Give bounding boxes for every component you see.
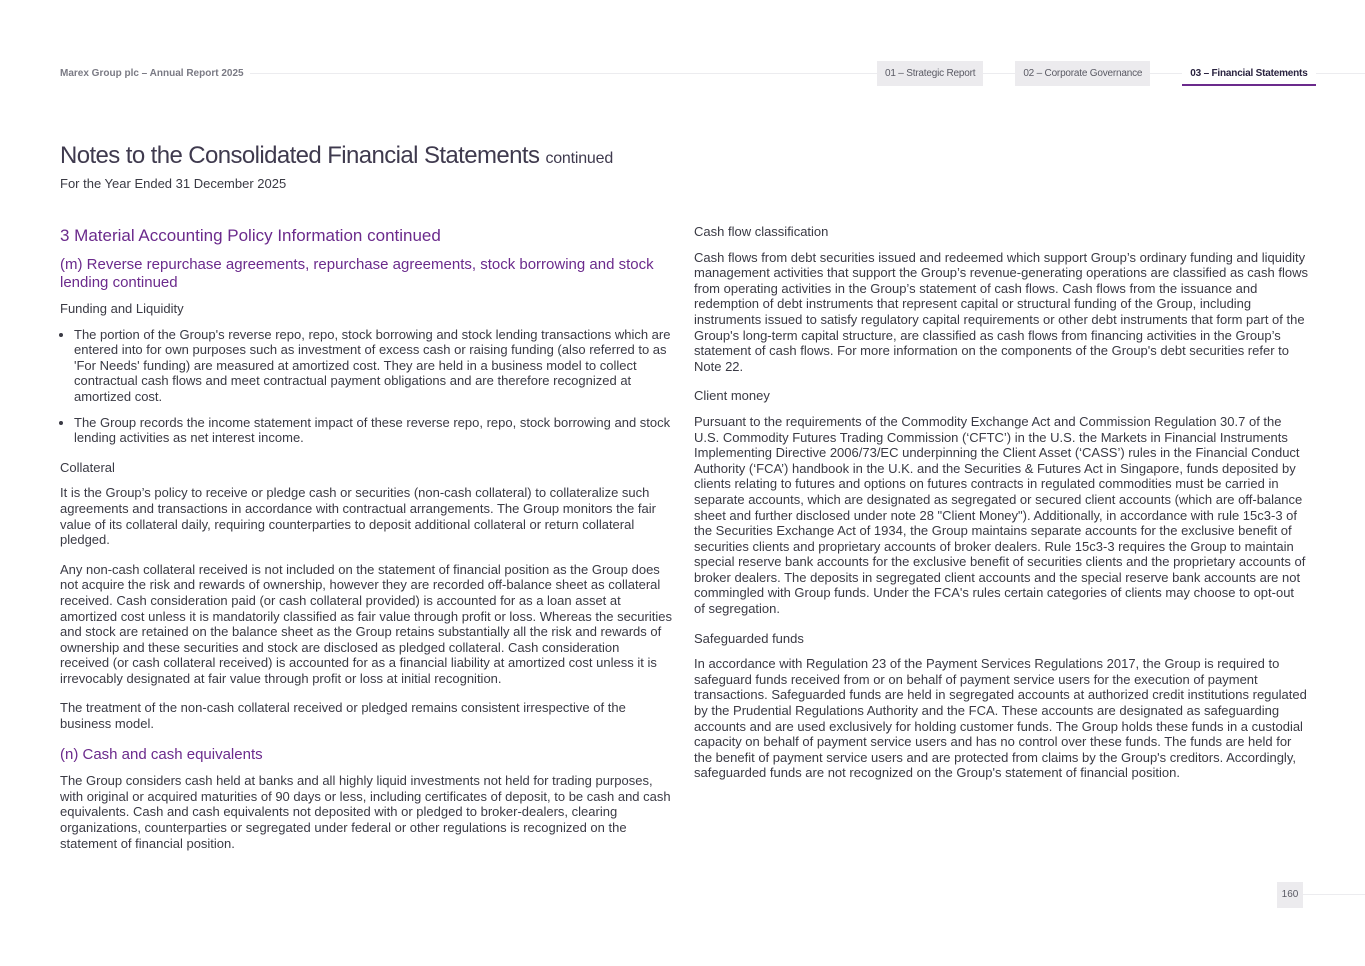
safeguarded-funds-heading: Safeguarded funds [694, 630, 804, 646]
left-column [60, 224, 672, 865]
collateral-paragraph-3: The treatment of the non-cash collateral received or pledged remains consistent irrespective of the business model. [60, 700, 626, 732]
tab-corporate-governance[interactable]: 02 – Corporate Governance [1015, 61, 1150, 86]
footer-rule [1303, 894, 1365, 895]
page-title [60, 142, 613, 170]
tab-strategic-report[interactable]: 01 – Strategic Report [877, 61, 983, 86]
subsection-m-continued: continued [112, 273, 178, 291]
page-title-text: Notes to the Consolidated Financial Statements [60, 142, 540, 169]
section-tabs [877, 61, 1316, 86]
cash-equivalents-paragraph: The Group considers cash held at banks and all highly liquid investments not held for trading purposes, with original or acquired maturities of 90 days or less, including certificates of deposit, to be cash and cash equivalents. Cash and cash equivalents not deposited with or pledged to broker-dealers, clearing organizations, counterparties or segregated under federal or other regulations is recognized on the statement of financial position. [60, 773, 671, 851]
client-money-heading: Client money [694, 388, 770, 404]
cash-flow-paragraph: Cash flows from debt securities issued and redeemed which support Group’s ordinary funding and liquidity management activities that support the Group’s revenue-generating operations are classified as cash flows from operating activities in the Group’s statement of cash flows. Cash flows from the issuance and redemption of debt instruments that represent capital or structural funding of the Group, including instruments issued to satisfy regulatory capital requirements or other debt instruments that form part of the Group's long-term capital structure, are classified as cash flows from financing activities in the Group’s statement of cash flows. For more information on the components of the Group's debt securities refer to Note 22. [694, 249, 1308, 374]
list-item: • The Group records the income statement impact of these reverse repo, repo, stock borrowing and stock lending activities as net interest income. [74, 415, 672, 446]
collateral-paragraph-2: Any non-cash collateral received is not included on the statement of financial position as the Group does not acquire the risk and rewards of ownership, however they are recorded off-balance sheet as collateral received. Cash consideration paid (or cash collateral provided) is accounted for as a loan asset at amortized cost unless it is mandatorily classified as fair value through profit or loss. Whereas the securities and stock are retained on the balance sheet as the Group retains substantially all the risk and rewards of ownership and these securities and stock are disclosed as pledged collateral. Cash consideration received (or cash collateral received) is accounted for as a financial liability at amortized cost unless it is irrevocably designated at fair value through profit or loss at initial recognition. [60, 561, 672, 686]
safeguarded-funds-paragraph: In accordance with Regulation 23 of the Payment Services Regulations 2017, the Group is required to safeguard funds received from or on behalf of payment service users for the execution of payment transactions. Safeguarded funds are held in segregated accounts at authorized credit institutions regulated by the Prudential Regulations Authority and the FCA. These accounts are designated as safeguarding accounts and are used exclusively for holding customer funds. The Group holds these funds in a custodial capacity on behalf of payment service users and has no control over these funds. The funds are held for the benefit of payment service users and are protected from claims by the Group's creditors. Accordingly, safeguarded funds are not recognized on the Group's statement of financial position. [694, 656, 1307, 781]
subsection-m-heading [60, 256, 672, 291]
section-heading-text: 3 Material Accounting Policy Information [60, 226, 363, 245]
report-name: Marex Group plc – Annual Report 2025 [60, 68, 244, 79]
list-item: • The portion of the Group's reverse repo, repo, stock borrowing and stock lending transactions which are entered into for own purposes such as investment of excess cash or raising funding (also referred to as 'For Needs' funding) are measured at amortized cost. They are held in a business model to collect contractual cash flows and meet contractual payment obligations and are therefore recognized at amortized cost. [74, 327, 672, 405]
page-title-continued: continued [545, 150, 614, 167]
subsection-n-heading: (n) Cash and cash equivalents [60, 745, 263, 763]
collateral-paragraph-1: It is the Group’s policy to receive or pledge cash or securities (non-cash collateral) to collateralize such agreements and transactions in accordance with contractual arrangements. The Group monitors the fair value of its collateral daily, requiring counterparties to deposit additional collateral or return collateral pledged. [60, 485, 656, 548]
page-number: 160 [1277, 882, 1303, 908]
subsection-m-text: (m) Reverse repurchase agreements, repurchase agreements, stock borrowing and stock lending [60, 256, 654, 291]
section-heading [60, 226, 672, 246]
section-heading-continued: continued [367, 226, 441, 245]
funding-heading: Funding and Liquidity [60, 301, 184, 316]
funding-list [60, 327, 672, 446]
right-column [694, 224, 1308, 795]
cash-flow-heading: Cash flow classification [694, 224, 829, 239]
client-money-paragraph: Pursuant to the requirements of the Commodity Exchange Act and Commission Regulation 30.7 of the U.S. Commodity Futures Trading Commission (‘CFTC’) in the U.S. the Markets in Financial Instruments Implementing Directive 2006/73/EC underpinning the Client Asset (‘CASS’) rules in the Financial Conduct Authority (‘FCA’) handbook in the U.K. and the Securities & Futures Act in Singapore, funds deposited by clients relating to futures and options on futures contracts in regulated commodities must be carried in separate accounts, which are designated as segregated or secured client accounts (which are off-balance sheet and further disclosed under note 28 "Client Money"). Additionally, in accordance with rule 15c3-3 of the Securities Exchange Act of 1934, the Group maintains separate accounts for the exclusive benefit of securities clients and proprietary accounts of broker dealers. Rule 15c3-3 requires the Group to maintain special reserve bank accounts for the exclusive benefit of securities clients and the proprietary accounts of broker dealers. The deposits in segregated client accounts and the special reserve bank accounts are not commingled with Group funds. Under the FCA's rules certain categories of clients may choose to opt-out of segregation. [694, 413, 1306, 617]
tab-financial-statements[interactable]: 03 – Financial Statements [1182, 61, 1315, 86]
collateral-heading: Collateral [60, 459, 115, 475]
page-subtitle: For the Year Ended 31 December 2025 [60, 176, 287, 191]
